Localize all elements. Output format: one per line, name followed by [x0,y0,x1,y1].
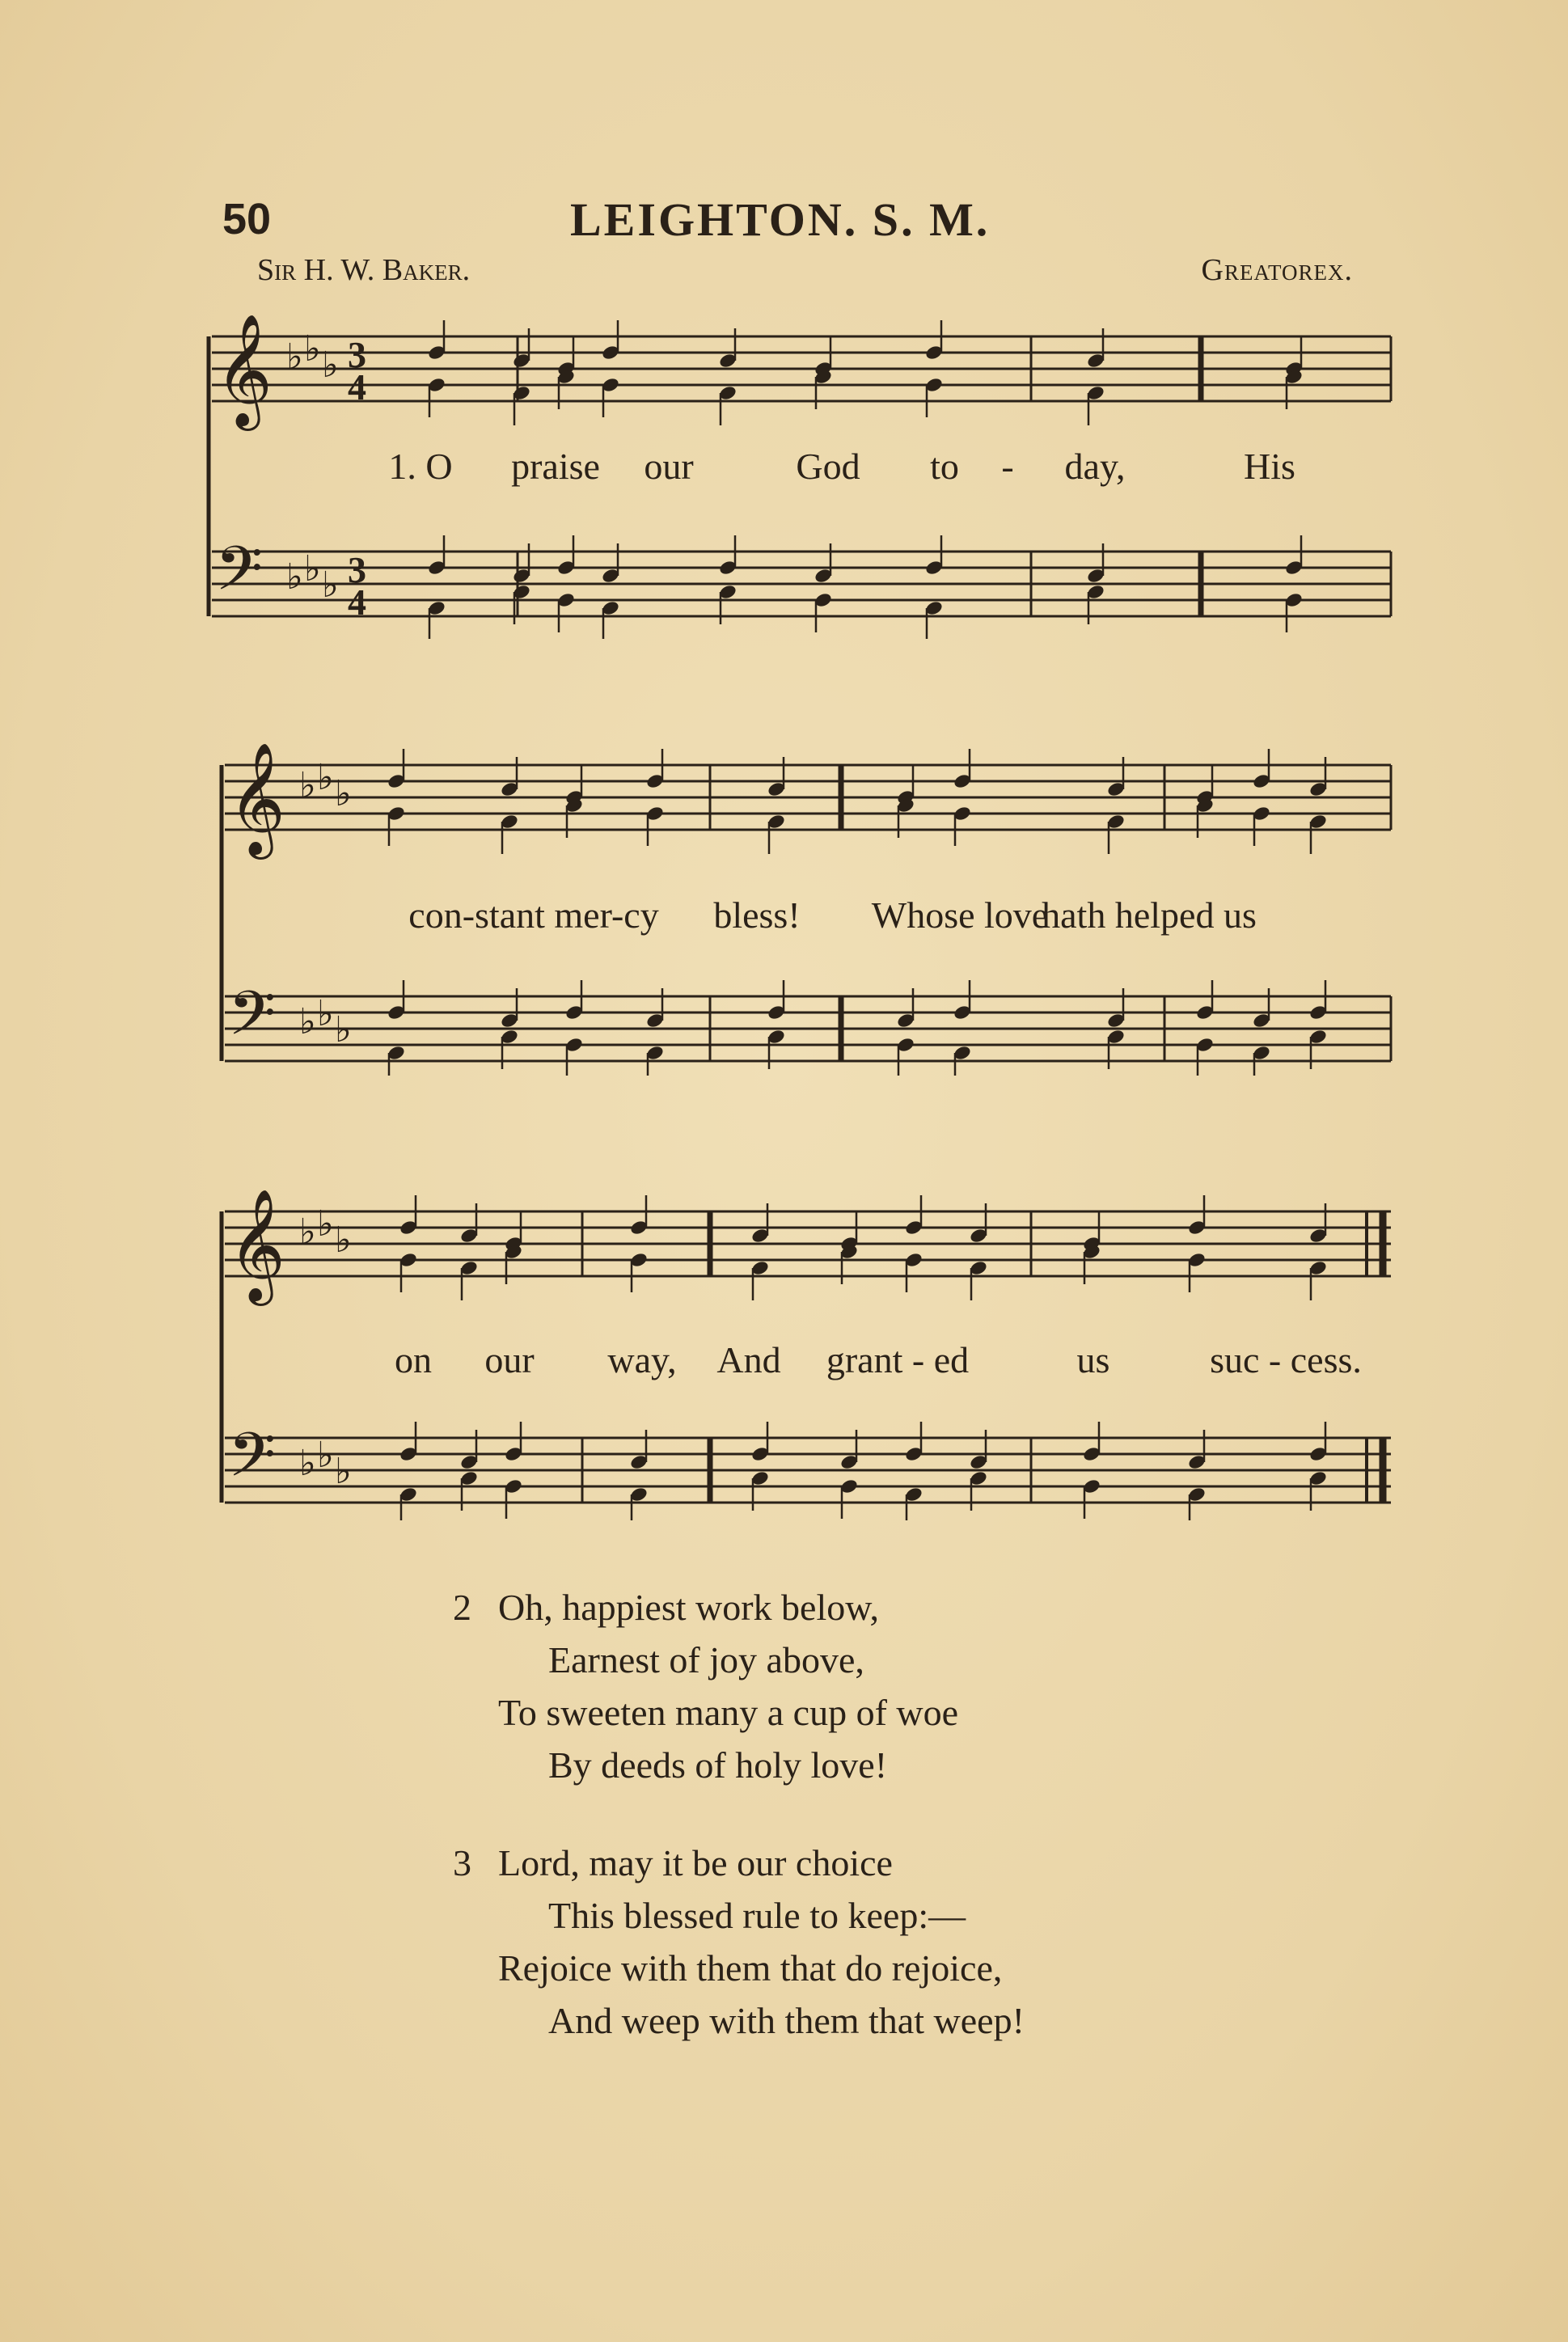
lyric-syllable: way, [607,1339,677,1380]
music-system-2 [202,736,1399,1076]
lyric-syllable: 1. O [388,446,453,487]
verse-2 [453,1581,1025,1791]
flat-icon: ♭ [299,1444,316,1483]
flat-icon: ♭ [304,549,321,589]
page-number: 50 [222,195,272,243]
flat-icon: ♭ [286,337,303,377]
flat-icon: ♭ [317,1435,334,1475]
lyric-syllable: grant - ed [826,1339,970,1380]
additional-verses [453,1581,1025,2092]
composer-credit: Greatorex. [1201,253,1353,287]
verse-line: To sweeten many a cup of woe [498,1692,959,1733]
lyric-syllable: His [1244,446,1295,487]
bass-clef-icon: 𝄢 [228,978,277,1064]
lyric-syllable: us [1076,1339,1110,1380]
lyric-syllable: hath helped us [1042,894,1257,936]
time-signature-digit: 3 [348,549,366,590]
verse-line: Earnest of joy above, [548,1639,864,1680]
lyric-syllable: on [395,1339,432,1380]
time-signature-digit: 3 [348,334,366,375]
lyric-syllable: our [644,446,694,487]
flat-icon: ♭ [304,329,321,369]
lyric-syllable: con-stant mer-cy [408,894,659,936]
lyric-syllable: bless! [713,894,801,936]
lyric-syllable: God [796,446,860,487]
music-system-1 [202,299,1399,639]
verse-number: 2 [453,1587,471,1628]
flat-icon: ♭ [322,565,339,605]
flat-icon: ♭ [335,774,352,814]
verse-number: 3 [453,1842,471,1883]
verse-line: By deeds of holy love! [548,1744,888,1786]
lyric-syllable: suc - cess. [1210,1339,1362,1380]
bass-clef-icon: 𝄢 [215,533,264,619]
flat-icon: ♭ [317,758,334,797]
flat-icon: ♭ [317,994,334,1034]
lyric-syllable: Whose love [871,894,1049,936]
flat-icon: ♭ [322,345,339,385]
lyric-syllable: to [930,446,959,487]
time-signature-digit: 4 [348,581,366,623]
lyric-syllable: day, [1064,446,1126,487]
tune-title: LEIGHTON. S. M. [570,193,991,246]
treble-clef-icon: 𝄞 [215,314,273,426]
verse-line: Oh, happiest work below, [498,1587,879,1628]
treble-clef-icon: 𝄞 [228,1189,285,1301]
bass-clef-icon: 𝄢 [228,1419,277,1506]
music-system-3 [202,1181,1399,1520]
author-credit: Sir H. W. Baker. [257,253,471,287]
lyric-syllable: praise [511,446,600,487]
music-notation [215,314,1304,639]
verse-line: Lord, may it be our choice [498,1842,893,1883]
verse-line: And weep with them that weep! [548,2000,1025,2041]
flat-icon: ♭ [335,1010,352,1050]
flat-icon: ♭ [299,1002,316,1042]
lyric-syllable: And [716,1339,781,1380]
verse-line: This blessed rule to keep:— [548,1895,966,1936]
lyric-syllable: our [484,1339,535,1380]
verse-3 [453,1837,1025,2047]
flat-icon: ♭ [299,766,316,805]
treble-clef-icon: 𝄞 [228,742,285,855]
verse-line: Rejoice with them that do rejoice, [498,1947,1003,1989]
time-signature-digit: 4 [348,366,366,408]
flat-icon: ♭ [286,557,303,597]
flat-icon: ♭ [317,1204,334,1244]
flat-icon: ♭ [335,1452,352,1491]
lyric-syllable: - [1001,446,1014,487]
flat-icon: ♭ [335,1220,352,1260]
flat-icon: ♭ [299,1212,316,1252]
